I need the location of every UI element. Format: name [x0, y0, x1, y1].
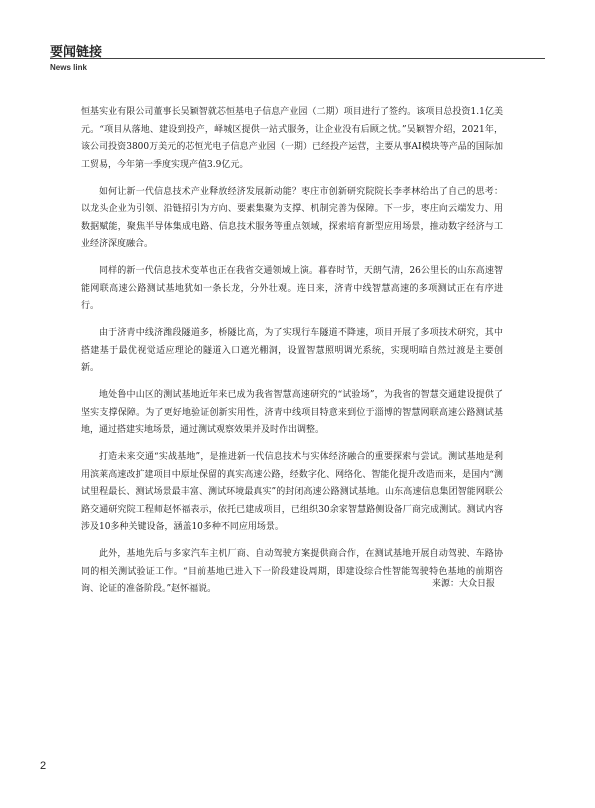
paragraph: 如何让新一代信息技术产业释放经济发展新动能？枣庄市创新研究院院长李孝林给出了自己的思考：以龙头企业为引领、沿链招引为方向、要素集聚为支撑、机制完善为保障。下一步，枣庄向云端发力、用数据赋能，聚焦半导体集成电路、信息技术服务等重点领域，探索培育新型应用场景，推动数字经济与工业经济深度融合。	[81, 186, 503, 249]
paragraph: 打造未来交通“实战基地”，是推进新一代信息技术与实体经济融合的重要探索与尝试。测试基地是利用滨莱高速改扩建项目中原址保留的真实高速公路，经数字化、网络化、智能化提升改造而来，是国内“测试里程最长、测试场景最丰富、测试环境最真实”的封闭高速公路测试基地。山东高速信息集团智能网联公路交通研究院工程师赵怀福表示，依托已建成项目，已组织30余家智慧路侧设备厂商完成测试。测试内容涉及10多种关键设备，涵盖10多种不同应用场景。	[81, 452, 503, 532]
paragraph: 恒基实业有限公司董事长吴颖智就芯恒基电子信息产业园（二期）项目进行了签约。该项目总投资1.1亿美元。“项目从落地、建设到投产，峄城区提供一站式服务，让企业没有后顾之忧。”吴颖智介绍，2021年，该公司投资3800万美元的芯恒光电子信息产业园（一期）已经投产运营，主要从事AI模块等产品的国际加工贸易，今年第一季度实现产值3.9亿元。	[81, 107, 503, 170]
article-source: 来源：大众日报	[431, 579, 495, 589]
paragraph: 地处鲁中山区的测试基地近年来已成为我省智慧高速研究的“试验场”，为我省的智慧交通建设提供了坚实支撑保障。为了更好地验证创新实用性，济青中线项目特意来到位于淄博的智慧网联高速公路测试基地，通过搭建实地场景，通过测试观察效果并及时作出调整。	[81, 390, 503, 435]
article-body	[81, 104, 503, 608]
paragraph: 由于济青中线济潍段隧道多，桥隧比高，为了实现行车隧道不降速，项目开展了多项技术研究，其中搭建基于最优视觉适应理论的隧道入口遮光棚洞，设置智慧照明调光系统，实现明暗自然过渡是主要创新。	[81, 328, 503, 373]
section-title: 要闻链接	[50, 45, 103, 60]
paragraph: 同样的新一代信息技术变革也正在我省交通领域上演。暮春时节，天朗气清，26公里长的山东高速智能网联高速公路测试基地犹如一条长龙，分外壮观。连日来，济青中线智慧高速的多项测试正在有序进行。	[81, 266, 503, 311]
paragraph: 此外，基地先后与多家汽车主机厂商、自动驾驶方案提供商合作，在测试基地开展自动驾驶、车路协同的相关测试验证工作。“目前基地已进入下一阶段建设周期，即建设综合性智能驾驶特色基地的前期咨询、论证的准备阶段。”赵怀福说。	[81, 549, 503, 594]
page-number: 2	[40, 760, 47, 772]
section-subtitle: News link	[50, 63, 87, 72]
header-divider	[50, 58, 545, 59]
